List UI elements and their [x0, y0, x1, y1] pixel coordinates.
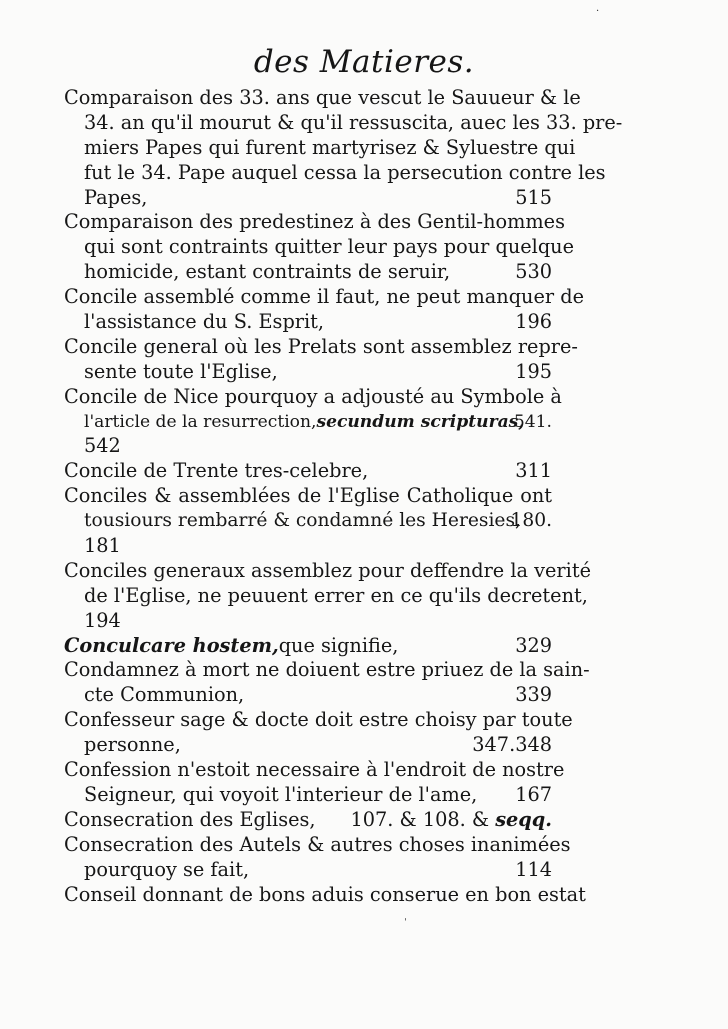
- page-reference: 114: [515, 857, 552, 881]
- entry-line: Concile de Nice pourquoy a adjousté au Symbole à: [64, 384, 562, 408]
- entry-line: Confession n'estoit necessaire à l'endroit de nostre: [64, 758, 565, 782]
- index-list: [64, 86, 623, 907]
- page-reference: 181: [84, 534, 121, 558]
- entry-line: Concile general où les Prelats sont assemblez repre-: [64, 334, 578, 358]
- index-entry: [64, 832, 571, 883]
- page-reference: 194: [84, 608, 121, 632]
- page-reference: 107. & 108. & seqq.: [350, 807, 552, 831]
- page-reference: 530: [515, 260, 552, 284]
- index-entry: [64, 634, 552, 659]
- page-reference: 329: [515, 633, 552, 657]
- entry-line: pourquoy se fait, 114: [84, 857, 552, 881]
- entry-line: Comparaison des 33. ans que vescut le Sauueur & le: [64, 86, 581, 109]
- index-entry: [64, 86, 623, 210]
- index-entry: [64, 708, 573, 758]
- index-entry: [64, 210, 574, 285]
- entry-line: homicide, estant contraints de seruir, 530: [84, 260, 552, 284]
- entry-line: cte Communion, 339: [84, 683, 552, 707]
- entry-line: Consecration des Autels & autres choses inanimées: [64, 832, 571, 856]
- entry-line: miers Papes qui furent martyrisez & Syluestre qui: [84, 135, 576, 159]
- print-speck: ·: [596, 6, 600, 17]
- index-entry: [64, 285, 584, 335]
- entry-line: fut le 34. Pape auquel cessa la persecution contre les: [84, 160, 606, 184]
- italic-phrase: Conculcare hostem,: [64, 633, 279, 657]
- entry-line: Conseil donnant de bons aduis conserue en bon estat: [64, 882, 586, 906]
- entry-line: 34. an qu'il mourut & qu'il ressuscita, auec les 33. pre-: [84, 110, 623, 134]
- entry-line: Confesseur sage & docte doit estre choisy par toute: [64, 708, 573, 732]
- italic-phrase: secundum scripturas,: [316, 411, 525, 432]
- entry-line: Consecration des Eglises, 107. & 108. & seqq.: [64, 807, 552, 831]
- entry-line: Seigneur, qui voyoit l'interieur de l'ame, 167: [84, 782, 552, 806]
- index-entry: [64, 808, 552, 833]
- entry-line: personne, 347.348: [84, 733, 552, 757]
- entry-line: [64, 609, 552, 634]
- page-reference: 542: [84, 434, 121, 458]
- index-entry: [64, 484, 552, 559]
- page-reference: 339: [515, 683, 552, 707]
- index-entry: [64, 758, 565, 808]
- entry-line: Concile de Trente tres-celebre, 311: [64, 459, 552, 483]
- page-reference: 347.348: [472, 733, 552, 757]
- page-reference: 515: [515, 185, 552, 209]
- entry-line: de l'Eglise, ne peuuent errer en ce qu'ils decretent,: [84, 583, 588, 607]
- index-entry: [64, 558, 591, 634]
- italic-phrase: seqq.: [495, 807, 552, 831]
- entry-line: Comparaison des predestinez à des Gentil-hommes: [64, 210, 565, 234]
- page-reference: 311: [515, 459, 552, 483]
- index-entry: [64, 384, 562, 460]
- index-entry: [64, 334, 578, 385]
- entry-line: qui sont contraints quitter leur pays pour quelque: [84, 235, 574, 259]
- page-reference: 195: [515, 359, 552, 383]
- header-title: des Matieres.: [253, 44, 475, 80]
- entry-line: [64, 434, 552, 459]
- entry-line: Conciles & assemblées de l'Eglise Catholique ont: [64, 484, 552, 508]
- entry-line: tousiours rembarré & condamné les Heresies, 180.: [64, 509, 552, 534]
- entry-line: [64, 534, 552, 559]
- entry-line: Papes, 515: [84, 185, 552, 209]
- index-entry: [64, 882, 586, 908]
- print-speck: ˈ: [404, 918, 407, 929]
- entry-line: Conciles generaux assemblez pour deffendre la verité: [64, 558, 591, 582]
- entry-line: Conculcare hostem,que signifie, 329: [64, 633, 552, 657]
- entry-line: Condamnez à mort ne doiuent estre priuez de la sain-: [64, 658, 590, 682]
- index-entry: [64, 658, 590, 708]
- entry-line: sente toute l'Eglise, 195: [84, 359, 552, 383]
- entry-line: l'article de la resurrection,secundum scripturas, 541.: [64, 410, 552, 435]
- page-reference: 196: [515, 310, 552, 334]
- page-reference: 180.: [510, 510, 552, 532]
- entry-line: Concile assemblé comme il faut, ne peut manquer de: [64, 285, 584, 309]
- page-reference: 167: [515, 782, 552, 806]
- entry-line: l'assistance du S. Esprit, 196: [84, 310, 552, 334]
- page-header: [0, 44, 728, 80]
- index-entry: [64, 459, 552, 484]
- page-reference: 541.: [513, 411, 552, 432]
